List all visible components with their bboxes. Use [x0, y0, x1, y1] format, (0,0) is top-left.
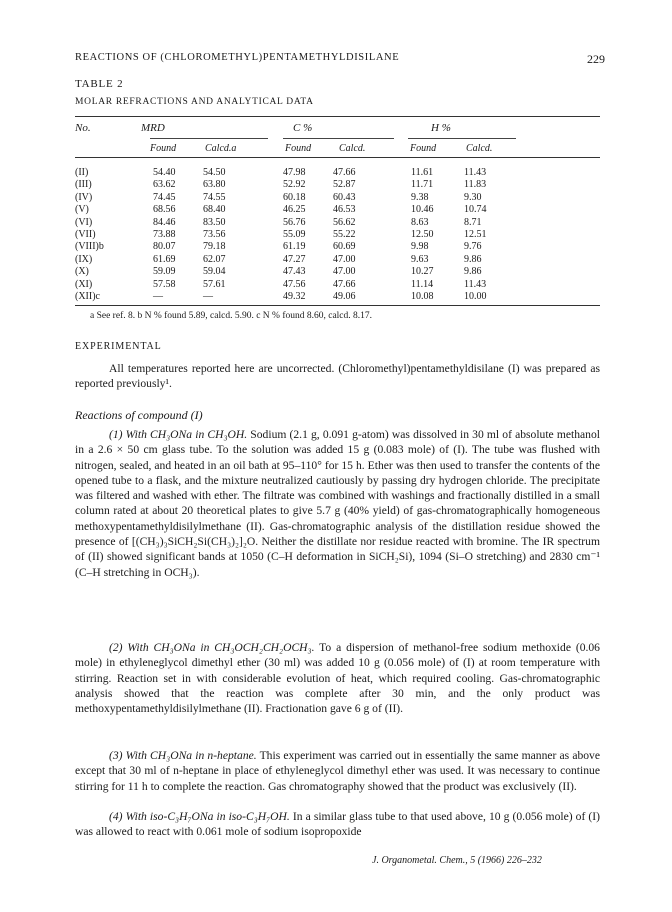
cell-mrd-calcd: 73.56	[203, 228, 226, 240]
header-no: No.	[75, 122, 91, 134]
cell-mrd-calcd: 79.18	[203, 241, 226, 253]
cell-c-found: 47.43	[283, 266, 306, 278]
cell-c-calcd: 47.00	[333, 266, 356, 278]
cell-c-found: 55.09	[283, 228, 306, 240]
cell-c-calcd: 52.87	[333, 179, 356, 191]
cell-h-calcd: 9.86	[464, 266, 482, 278]
mrd-underline	[150, 138, 268, 139]
paragraph-4	[75, 809, 600, 840]
cell-c-calcd: 47.66	[333, 278, 356, 290]
col-h-found: Found	[410, 143, 437, 154]
cell-c-found: 52.92	[283, 179, 306, 191]
cell-mrd-found: 61.69	[153, 253, 176, 265]
cell-mrd-calcd: 54.50	[203, 167, 226, 178]
cell-h-found: 8.63	[411, 216, 429, 228]
cell-compound-no: (XII)c	[75, 290, 100, 302]
cell-h-calcd: 12.51	[464, 228, 487, 240]
cell-mrd-found: 63.62	[153, 179, 176, 191]
paragraph-4-text: In a similar glass tube to that used above, 10 g (0.056 mole) of (I) was allowed to react with 0.061 mole of sodium isopropoxide	[75, 810, 600, 839]
cell-c-calcd: 49.06	[333, 290, 356, 302]
cell-mrd-found: 84.46	[153, 216, 176, 228]
paragraph-4-lead: (4) With iso-C₃H₇ONa in iso-C₃H₇OH.	[109, 810, 290, 823]
paragraph-1-text: Sodium (2.1 g, 0.091 g-atom) was dissolved in 30 ml of absolute methanol in a 2.6 × 50 cm glass tube. To the solution was added 15 g (0.083 mole) of (I). The tube was flushed with nitrogen, sealed, and heated in an oil bath at 95–110° for 15 h. Ether was then used to transfer the contents of the opened tube to a flask, and the mixture neutralized cautiously by passing dry hydrogen chloride. The precipitate was filtered and washed with ether. The filtrate was combined with washings and fractionally distilled in a small column rated at about 20 theoretical plates to give 5.7 g (40% yield) of gas-chromatographically homogeneous methoxypentamethyldisilylmethane (II). Gas-chromatographic analysis of the distillation residue showed the presence of [(CH₃)₃SiCH₂Si(CH₃)₂]₂O. Neither the distillate nor residue reacted with bromine. The IR spectrum of (II) showed significant bands at 1050 (C–H deformation in SiCH₂Si), 1094 (Si–O stretching) and 2830 cm⁻¹ (C–H stretching in OCH₃).	[75, 428, 600, 579]
running-head	[75, 52, 605, 66]
cell-c-calcd: 56.62	[333, 216, 356, 228]
table-bottom-rule	[75, 305, 600, 306]
col-c-found: Found	[285, 143, 312, 154]
cell-compound-no: (IV)	[75, 191, 93, 203]
cell-mrd-found: 57.58	[153, 278, 176, 290]
cell-compound-no: (XI)	[75, 278, 93, 290]
cell-h-found: 11.71	[411, 179, 434, 191]
cell-h-found: 11.61	[411, 167, 434, 178]
carbon-underline	[283, 138, 394, 139]
col-mrd-calcd: Calcd.a	[205, 143, 237, 154]
paragraph-3-lead: (3) With CH₃ONa in n-heptane.	[109, 749, 257, 762]
cell-c-calcd: 47.66	[333, 167, 356, 178]
cell-c-found: 47.98	[283, 167, 306, 178]
header-carbon: C %	[293, 122, 313, 134]
cell-compound-no: (III)	[75, 179, 92, 191]
paragraph-2-text: To a dispersion of methanol-free sodium methoxide (0.06 mole) in ethyleneglycol dimethyl ether (30 ml) was added 10 g (0.056 mole) of (I) at room temperature with stirring. Reaction set in with considerable evolution of heat, which required cooling. Gas-chromatographic analysis showed that the reaction was complete after 30 min, and the only product was methoxypentamethyldisilylmethane (II). Fractionation gave 6 g of (II).	[75, 641, 600, 716]
cell-mrd-calcd: —	[203, 290, 213, 302]
cell-mrd-found: 80.07	[153, 241, 176, 253]
cell-mrd-calcd: 59.04	[203, 266, 226, 278]
paragraph-1-lead: (1) With CH₃ONa in CH₃OH.	[109, 428, 248, 441]
section-title: EXPERIMENTAL	[75, 341, 162, 352]
paragraph-2-lead: (2) With CH₃ONa in CH₃OCH₂CH₂OCH₃.	[109, 641, 315, 654]
cell-c-found: 47.56	[283, 278, 306, 290]
header-hydrogen: H %	[431, 122, 451, 134]
table-title: TABLE 2	[75, 78, 124, 90]
cell-c-found: 61.19	[283, 241, 306, 253]
cell-mrd-calcd: 83.50	[203, 216, 226, 228]
cell-mrd-calcd: 57.61	[203, 278, 226, 290]
cell-h-found: 9.98	[411, 241, 429, 253]
header-mrd: MRD	[141, 122, 165, 134]
cell-mrd-calcd: 62.07	[203, 253, 226, 265]
cell-h-found: 10.27	[411, 266, 434, 278]
running-head-title: REACTIONS OF (CHLOROMETHYL)PENTAMETHYLDISILANE	[75, 52, 400, 63]
cell-compound-no: (VIII)b	[75, 241, 104, 253]
cell-mrd-found: 54.40	[153, 167, 176, 178]
cell-h-calcd: 9.86	[464, 253, 482, 265]
cell-compound-no: (VI)	[75, 216, 93, 228]
cell-compound-no: (V)	[75, 204, 89, 216]
cell-compound-no: (X)	[75, 266, 89, 278]
cell-mrd-found: 68.56	[153, 204, 176, 216]
hydrogen-underline	[408, 138, 516, 139]
cell-h-calcd: 9.30	[464, 191, 482, 203]
cell-c-calcd: 60.43	[333, 191, 356, 203]
journal-reference: J. Organometal. Chem., 5 (1966) 226–232	[372, 855, 542, 866]
cell-compound-no: (II)	[75, 167, 89, 178]
cell-mrd-found: —	[153, 290, 163, 302]
intro-paragraph: All temperatures reported here are uncorrected. (Chloromethyl)pentamethyldisilane (I) was prepared as reported previously¹.	[75, 362, 600, 391]
table-footnote: a See ref. 8. b N % found 5.89, calcd. 5.90. c N % found 8.60, calcd. 8.17.	[90, 311, 373, 321]
cell-compound-no: (IX)	[75, 253, 93, 265]
cell-mrd-calcd: 74.55	[203, 191, 226, 203]
col-c-calcd: Calcd.	[339, 143, 366, 154]
cell-c-found: 47.27	[283, 253, 306, 265]
cell-mrd-found: 59.09	[153, 266, 176, 278]
table-top-rule	[75, 116, 600, 117]
cell-h-calcd: 11.43	[464, 167, 487, 178]
table-subtitle: MOLAR REFRACTIONS AND ANALYTICAL DATA	[75, 97, 314, 107]
cell-h-found: 11.14	[411, 278, 434, 290]
cell-mrd-calcd: 68.40	[203, 204, 226, 216]
cell-h-calcd: 11.43	[464, 278, 487, 290]
col-mrd-found: Found	[150, 143, 177, 154]
cell-h-found: 10.08	[411, 290, 434, 302]
table-header-rule	[75, 157, 600, 158]
subsection-heading: Reactions of compound (I)	[75, 408, 203, 422]
cell-c-found: 60.18	[283, 191, 306, 203]
col-h-calcd: Calcd.	[466, 143, 493, 154]
cell-mrd-found: 74.45	[153, 191, 176, 203]
cell-c-calcd: 46.53	[333, 204, 356, 216]
paragraph-3-text: This experiment was carried out in essentially the same manner as above except that 30 ml of n-heptane in place of ethyleneglycol dimethyl ether was used. It was necessary to continue stirring for 11 h to complete the reaction. Gas chromatography showed that the product was exclusively (II).	[75, 749, 601, 793]
cell-h-found: 12.50	[411, 228, 434, 240]
cell-c-found: 46.25	[283, 204, 306, 216]
page-number: 229	[587, 52, 605, 66]
cell-h-found: 9.63	[411, 253, 429, 265]
cell-mrd-found: 73.88	[153, 228, 176, 240]
cell-c-calcd: 60.69	[333, 241, 356, 253]
cell-h-calcd: 11.83	[464, 179, 487, 191]
cell-h-calcd: 10.74	[464, 204, 487, 216]
cell-h-calcd: 10.00	[464, 290, 487, 302]
cell-h-calcd: 8.71	[464, 216, 482, 228]
cell-h-found: 9.38	[411, 191, 429, 203]
cell-h-calcd: 9.76	[464, 241, 482, 253]
paragraph-2	[75, 640, 600, 716]
cell-c-found: 49.32	[283, 290, 306, 302]
cell-c-calcd: 47.00	[333, 253, 356, 265]
cell-mrd-calcd: 63.80	[203, 179, 226, 191]
paragraph-1	[75, 427, 600, 580]
cell-compound-no: (VII)	[75, 228, 96, 240]
cell-c-found: 56.76	[283, 216, 306, 228]
paragraph-3	[75, 748, 600, 794]
cell-h-found: 10.46	[411, 204, 434, 216]
cell-c-calcd: 55.22	[333, 228, 356, 240]
